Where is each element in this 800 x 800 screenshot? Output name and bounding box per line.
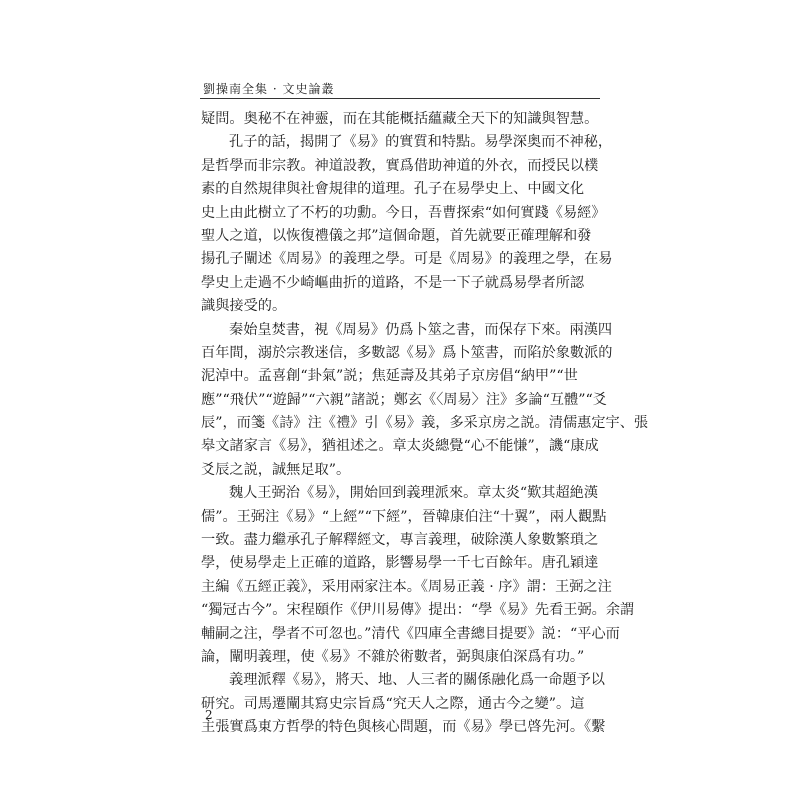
text-line: 輔嗣之注，學者不可忽也。”清代《四庫全書總目提要》説：“平心而 <box>201 625 620 642</box>
text-line: 疑問。奥秘不在神靈，而在其能概括蘊藏全天下的知識與智慧。 <box>201 111 599 127</box>
text-line: 皋文諸家言《易》，猶祖述之。章太炎總覺“心不能慊”，譏“康成 <box>201 438 599 455</box>
text-line: 論，闡明義理，使《易》不雜於術數者，弼與康伯深爲有功。” <box>201 648 585 665</box>
text-line: 識與接受的。 <box>201 298 287 315</box>
running-header: 劉操南全集 · 文史論叢 <box>203 82 335 96</box>
text-line: 泥淖中。孟喜創“卦氣”説；焦延壽及其弟子京房倡“納甲”“世 <box>201 368 578 385</box>
text-line: 揚孔子闡述《周易》的義理之學。可是《周易》的義理之學，在易 <box>201 251 613 268</box>
text-line: 魏人王弼治《易》，開始回到義理派來。章太炎“歎其超絶漢 <box>229 485 599 502</box>
text-line: 主張實爲東方哲學的特色與核心問題，而《易》學已啓先河。《繫 <box>201 719 606 736</box>
text-line: 素的自然規律與社會規律的道理。孔子在易學史上、中國文化 <box>201 181 585 198</box>
text-line: 辰”，而箋《詩》注《禮》引《易》義，多采京房之説。清儒惠定宇、張 <box>201 415 649 432</box>
text-line: 孔子的話，揭開了《易》的實質和特點。易學深奥而不神秘， <box>229 134 613 151</box>
header-rule <box>200 98 600 99</box>
text-line: 百年間，溺於宗教迷信，多數認《易》爲卜筮書，而陷於象數派的 <box>201 344 613 361</box>
text-line: 主編《五經正義》，采用兩家注本。《周易正義 · 序》謂：王弼之注 <box>201 578 612 595</box>
text-line: 秦始皇焚書，視《周易》仍爲卜筮之書，而保存下來。兩漢四 <box>229 321 613 338</box>
text-line: 學史上走過不少崎嶇曲折的道路，不是一下子就爲易學者所認 <box>201 274 585 291</box>
text-line: 聖人之道，以恢復禮儀之邦”這個命題，首先就要正確理解和發 <box>201 227 592 244</box>
page-number: 2 <box>205 708 213 722</box>
text-line: 是哲學而非宗教。神道設教，實爲借助神道的外衣，而授民以樸 <box>201 157 599 174</box>
text-line: 研究。司馬遷闡其寫史宗旨爲“究天人之際，通古今之變”。這 <box>201 695 585 712</box>
text-line: 學，使易學走上正確的道路，影響易學一千七百餘年。唐孔穎達 <box>201 555 599 572</box>
text-line: 儒”。王弼注《易》“上經”“下經”，晉韓康伯注“十翼”，兩人觀點 <box>201 508 607 525</box>
text-line: 一致。盡力繼承孔子解釋經文，專言義理，破除漢人象數繁瑣之 <box>201 532 599 549</box>
text-line: 爻辰之説，誠無足取”。 <box>201 461 351 478</box>
text-line: 史上由此樹立了不朽的功勳。今日，吾曹探索“如何實踐《易經》 <box>201 204 606 221</box>
text-line: 義理派釋《易》，將天、地、人三者的關係融化爲一命題予以 <box>229 672 605 689</box>
body-text <box>201 108 649 740</box>
text-line: “獨冠古今”。宋程頤作《伊川易傳》提出：“學《易》先看王弼。余謂 <box>201 602 635 619</box>
text-line: 應”“飛伏”“遊歸”“六親”諸説；鄭玄《〈周易〉注》多論“互體”“爻 <box>201 391 607 408</box>
